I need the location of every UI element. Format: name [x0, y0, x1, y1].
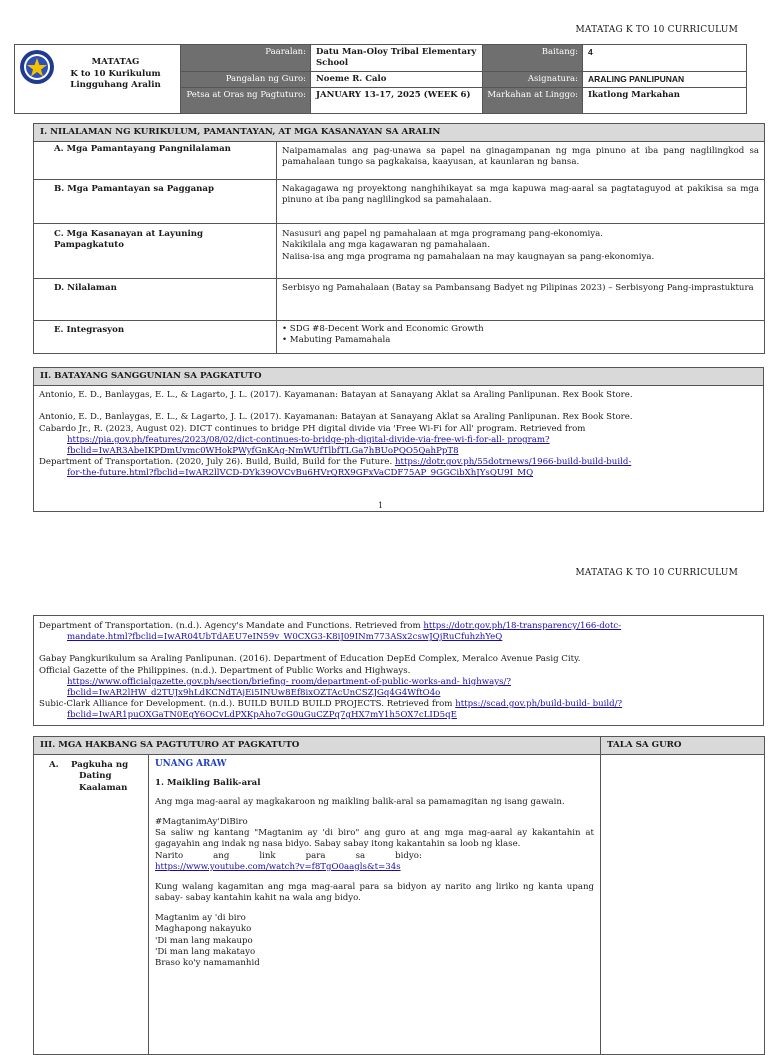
hashtag: #MagtanimAy'DiBiro: [155, 817, 248, 828]
reference: Antonio, E. D., Banlaygas, E. L., & Lagarto, J. L. (2017). Kayamanan: Batayan at Sanayang Aklat sa Araling Panlipunan. Rex Book Store.: [39, 412, 633, 423]
subheading: 1. Maikling Balik-aral: [155, 777, 261, 788]
step-label: [34, 755, 149, 1055]
section-three-title: III. MGA HAKBANG SA PAGTUTURO AT PAGKATUTO: [34, 737, 601, 755]
header-title-line: Lingguhang Aralin: [70, 80, 161, 91]
baitang-label: Baitang:: [483, 45, 583, 72]
lyric-line: 'Di man lang makatayo: [155, 946, 256, 957]
page-number: 1: [378, 501, 384, 510]
notes-cell: [601, 755, 765, 1055]
deped-seal-icon: [19, 49, 55, 85]
video-link[interactable]: https://www.youtube.com/watch?v=f8TgO0aagls&t=34s: [155, 861, 401, 872]
paaralan-label: Paaralan:: [181, 45, 311, 72]
row-content: Naipamamalas ang pag-unawa sa papel na ginagampanan ng mga pinuno at iba pang naglilingkod sa pamahalaan tungo sa pagkakaisa, kaayusan, at kaunlaran ng bansa.: [277, 142, 765, 180]
header-title: [55, 49, 176, 92]
reference-link[interactable]: https://dotr.gov.ph/18-transparency/166-dotc-: [423, 621, 622, 631]
reference-text: Subic-Clark Alliance for Development. (n.d.). BUILD BUILD BUILD PROJECTS. Retrieved from: [39, 699, 456, 710]
lyric-line: Magtanim ay 'di biro: [155, 913, 246, 924]
content-line: Nasusuri ang papel ng pamahalaan at mga programang pang-ekonomiya.: [282, 229, 604, 240]
petsa-value: JANUARY 13-17, 2025 (WEEK 6): [311, 88, 483, 114]
reference-text: Department of Transportation. (2020, July 26). Build, Build, Build for the Future.: [39, 457, 395, 468]
day-heading: UNANG ARAW: [155, 759, 227, 770]
row-label: B. Mga Pamantayan sa Pagganap: [34, 180, 277, 224]
content-line: • SDG #8-Decent Work and Economic Growth: [282, 324, 484, 335]
row-label: C. Mga Kasanayan at Layuning Pampagkatuto: [34, 224, 277, 279]
markahan-value: Ikatlong Markahan: [583, 88, 747, 114]
curriculum-label: MATATAG K TO 10 CURRICULUM: [575, 568, 738, 578]
reference-link[interactable]: https://dotr.gov.ph/55dotrnews/1966-build-build-build-: [394, 457, 632, 468]
section-one-table: [33, 123, 765, 354]
markahan-label: Markahan at Linggo:: [483, 88, 583, 114]
references-continued-table: [33, 615, 764, 726]
step-content: [149, 755, 601, 1055]
reference-link[interactable]: for-the-future.html?fbclid=IwAR2llVCD-DYk39OVCvBu6HVrQRX9GFxVaCDF75AP_9GGCibXhJYsQU9I_MQ: [67, 468, 534, 479]
section-one-title: I. NILALAMAN NG KURIKULUM, PAMANTAYAN, AT MGA KASANAYAN SA ARALIN: [34, 124, 765, 142]
asignatura-label: Asignatura:: [483, 72, 583, 88]
content-line: Nakikilala ang mga kagawaran ng pamahalaan.: [282, 240, 490, 251]
link-intro: Narito ang link para sa bidyo:: [155, 850, 422, 861]
section-two-title: II. BATAYANG SANGGUNIAN SA PAGKATUTO: [34, 368, 764, 386]
row-content: Nakagagawa ng proyektong nanghihikayat sa mga kapuwa mag-aaral sa pagtataguyod at pakikisa sa mga pinuno at iba pang naglilingkod sa pamahalaan.: [277, 180, 765, 224]
row-label: E. Integrasyon: [34, 321, 277, 354]
paragraph: Ang mga mag-aaral ay magkakaroon ng maikling balik-aral sa pamamagitan ng isang gawain.: [155, 796, 565, 807]
row-content: [277, 224, 765, 279]
reference: [39, 699, 758, 710]
reference: Cabardo Jr., R. (2023, August 02). DICT continues to bridge PH digital divide via 'Free Wi-Fi for All' program. Retrieved from: [39, 423, 586, 434]
reference-link[interactable]: fbclid=IwAR3AbeIKPDmUvmc0WHokPWyfGnKAg-NmWUfTlbfTLGa7hBUoPQO5QahPpT8: [67, 446, 459, 456]
reference-link[interactable]: fbclid=IwAR1puOXGaTN0EgY6OCvLdPXKpAho7cG0uGuCZPq7gHX7mY1h5OX7cLID5qE: [67, 710, 457, 721]
step-title-line: Dating: [79, 771, 112, 782]
reference-link[interactable]: fbclid=IwAR2lHW_d2TUJx9hLdKCNdTAjEi5INUw8Ef8ixOZTAcUnCSZJGq4G4WftO4o: [67, 687, 441, 698]
lyrics: [155, 913, 594, 969]
header-table: [14, 44, 747, 114]
step-title-line: Pagkuha ng: [71, 760, 129, 771]
petsa-label: Petsa at Oras ng Pagtuturo:: [181, 88, 311, 114]
header-title-line: K to 10 Kurikulum: [70, 68, 161, 79]
baitang-value: 4: [583, 45, 747, 72]
row-content: [277, 321, 765, 354]
section-two-table: [33, 367, 764, 512]
reference: Antonio, E. D., Banlaygas, E. L., & Lagarto, J. L. (2017). Kayamanan: Batayan at Sanayang Aklat sa Araling Panlipunan. Rex Book Store.: [39, 390, 633, 401]
guro-value: Noeme R. Calo: [311, 72, 483, 88]
paragraph: Sa saliw ng kantang "Magtanim ay 'di biro" ang guro at ang mga mag-aaral ay kakantahin at gagayahin ang indak ng nasa bidyo. Sabay sabay itong kakantahin sa loob ng klase.: [155, 828, 595, 850]
reference-link[interactable]: https://scad.gov.ph/build-build- build/?: [455, 699, 623, 710]
header-logo-cell: [15, 45, 181, 114]
reference-link[interactable]: mandate.html?fbclid=IwAR04UbTdAEU7eIN59v_W0CXG3-K8iJ09INm773ASx2cswJQjRuCfuhzhYeQ: [67, 632, 503, 643]
reference: Gabay Pangkurikulum sa Araling Panlipunan. (2016). Department of Education DepEd Complex, Meralco Avenue Pasig City.: [39, 654, 581, 665]
references-cell: [34, 616, 764, 726]
step-title-line: Kaalaman: [79, 782, 128, 793]
lyric-line: Braso ko'y namamanhid: [155, 957, 260, 968]
content-line: • Mabuting Pamamahala: [282, 335, 391, 346]
row-label: D. Nilalaman: [34, 279, 277, 321]
reference-text: Department of Transportation. (n.d.). Agency's Mandate and Functions. Retrieved from: [39, 621, 424, 631]
lyric-line: 'Di man lang makaupo: [155, 935, 253, 946]
guro-label: Pangalan ng Guro:: [181, 72, 311, 88]
reference: Official Gazette of the Philippines. (n.d.). Department of Public Works and Highways.: [39, 665, 411, 676]
content-line: Naiisa-isa ang mga programa ng pamahalaan na may kaugnayan sa pang-ekonomiya.: [282, 251, 655, 262]
row-label: A. Mga Pamantayang Pangnilalaman: [34, 142, 277, 180]
header-title-line: MATATAG: [91, 57, 140, 67]
paragraph: Kung walang kagamitan ang mga mag-aaral para sa bidyon ay narito ang liriko ng kanta upang sabay- sabay kantahin kahit na wala ang bidyo.: [155, 881, 595, 904]
references-cell: [34, 386, 764, 512]
step-title: [63, 760, 128, 794]
curriculum-label: MATATAG K TO 10 CURRICULUM: [575, 25, 738, 35]
section-three-table: [33, 736, 765, 1055]
reference: [39, 621, 758, 632]
step-letter: A.: [49, 760, 59, 771]
reference-link[interactable]: https://www.officialgazette.gov.ph/section/briefing- room/department-of-public-works-and- highways/?: [67, 676, 511, 687]
lyric-line: Maghapong nakayuko: [155, 924, 252, 935]
reference-link[interactable]: https://pia.gov.ph/features/2023/08/02/dict-continues-to-bridge-ph-digital-divide-via-free-wi-fi-for-all- program?: [67, 434, 550, 445]
asignatura-value: ARALING PANLIPUNAN: [583, 72, 747, 88]
reference: [39, 457, 758, 468]
row-content: Serbisyo ng Pamahalaan (Batay sa Pambansang Badyet ng Pilipinas 2023) – Serbisyong Pang-imprastuktura: [277, 279, 765, 321]
paaralan-value: Datu Man-Oloy Tribal Elementary School: [311, 45, 483, 72]
notes-header: TALA SA GURO: [601, 737, 765, 755]
